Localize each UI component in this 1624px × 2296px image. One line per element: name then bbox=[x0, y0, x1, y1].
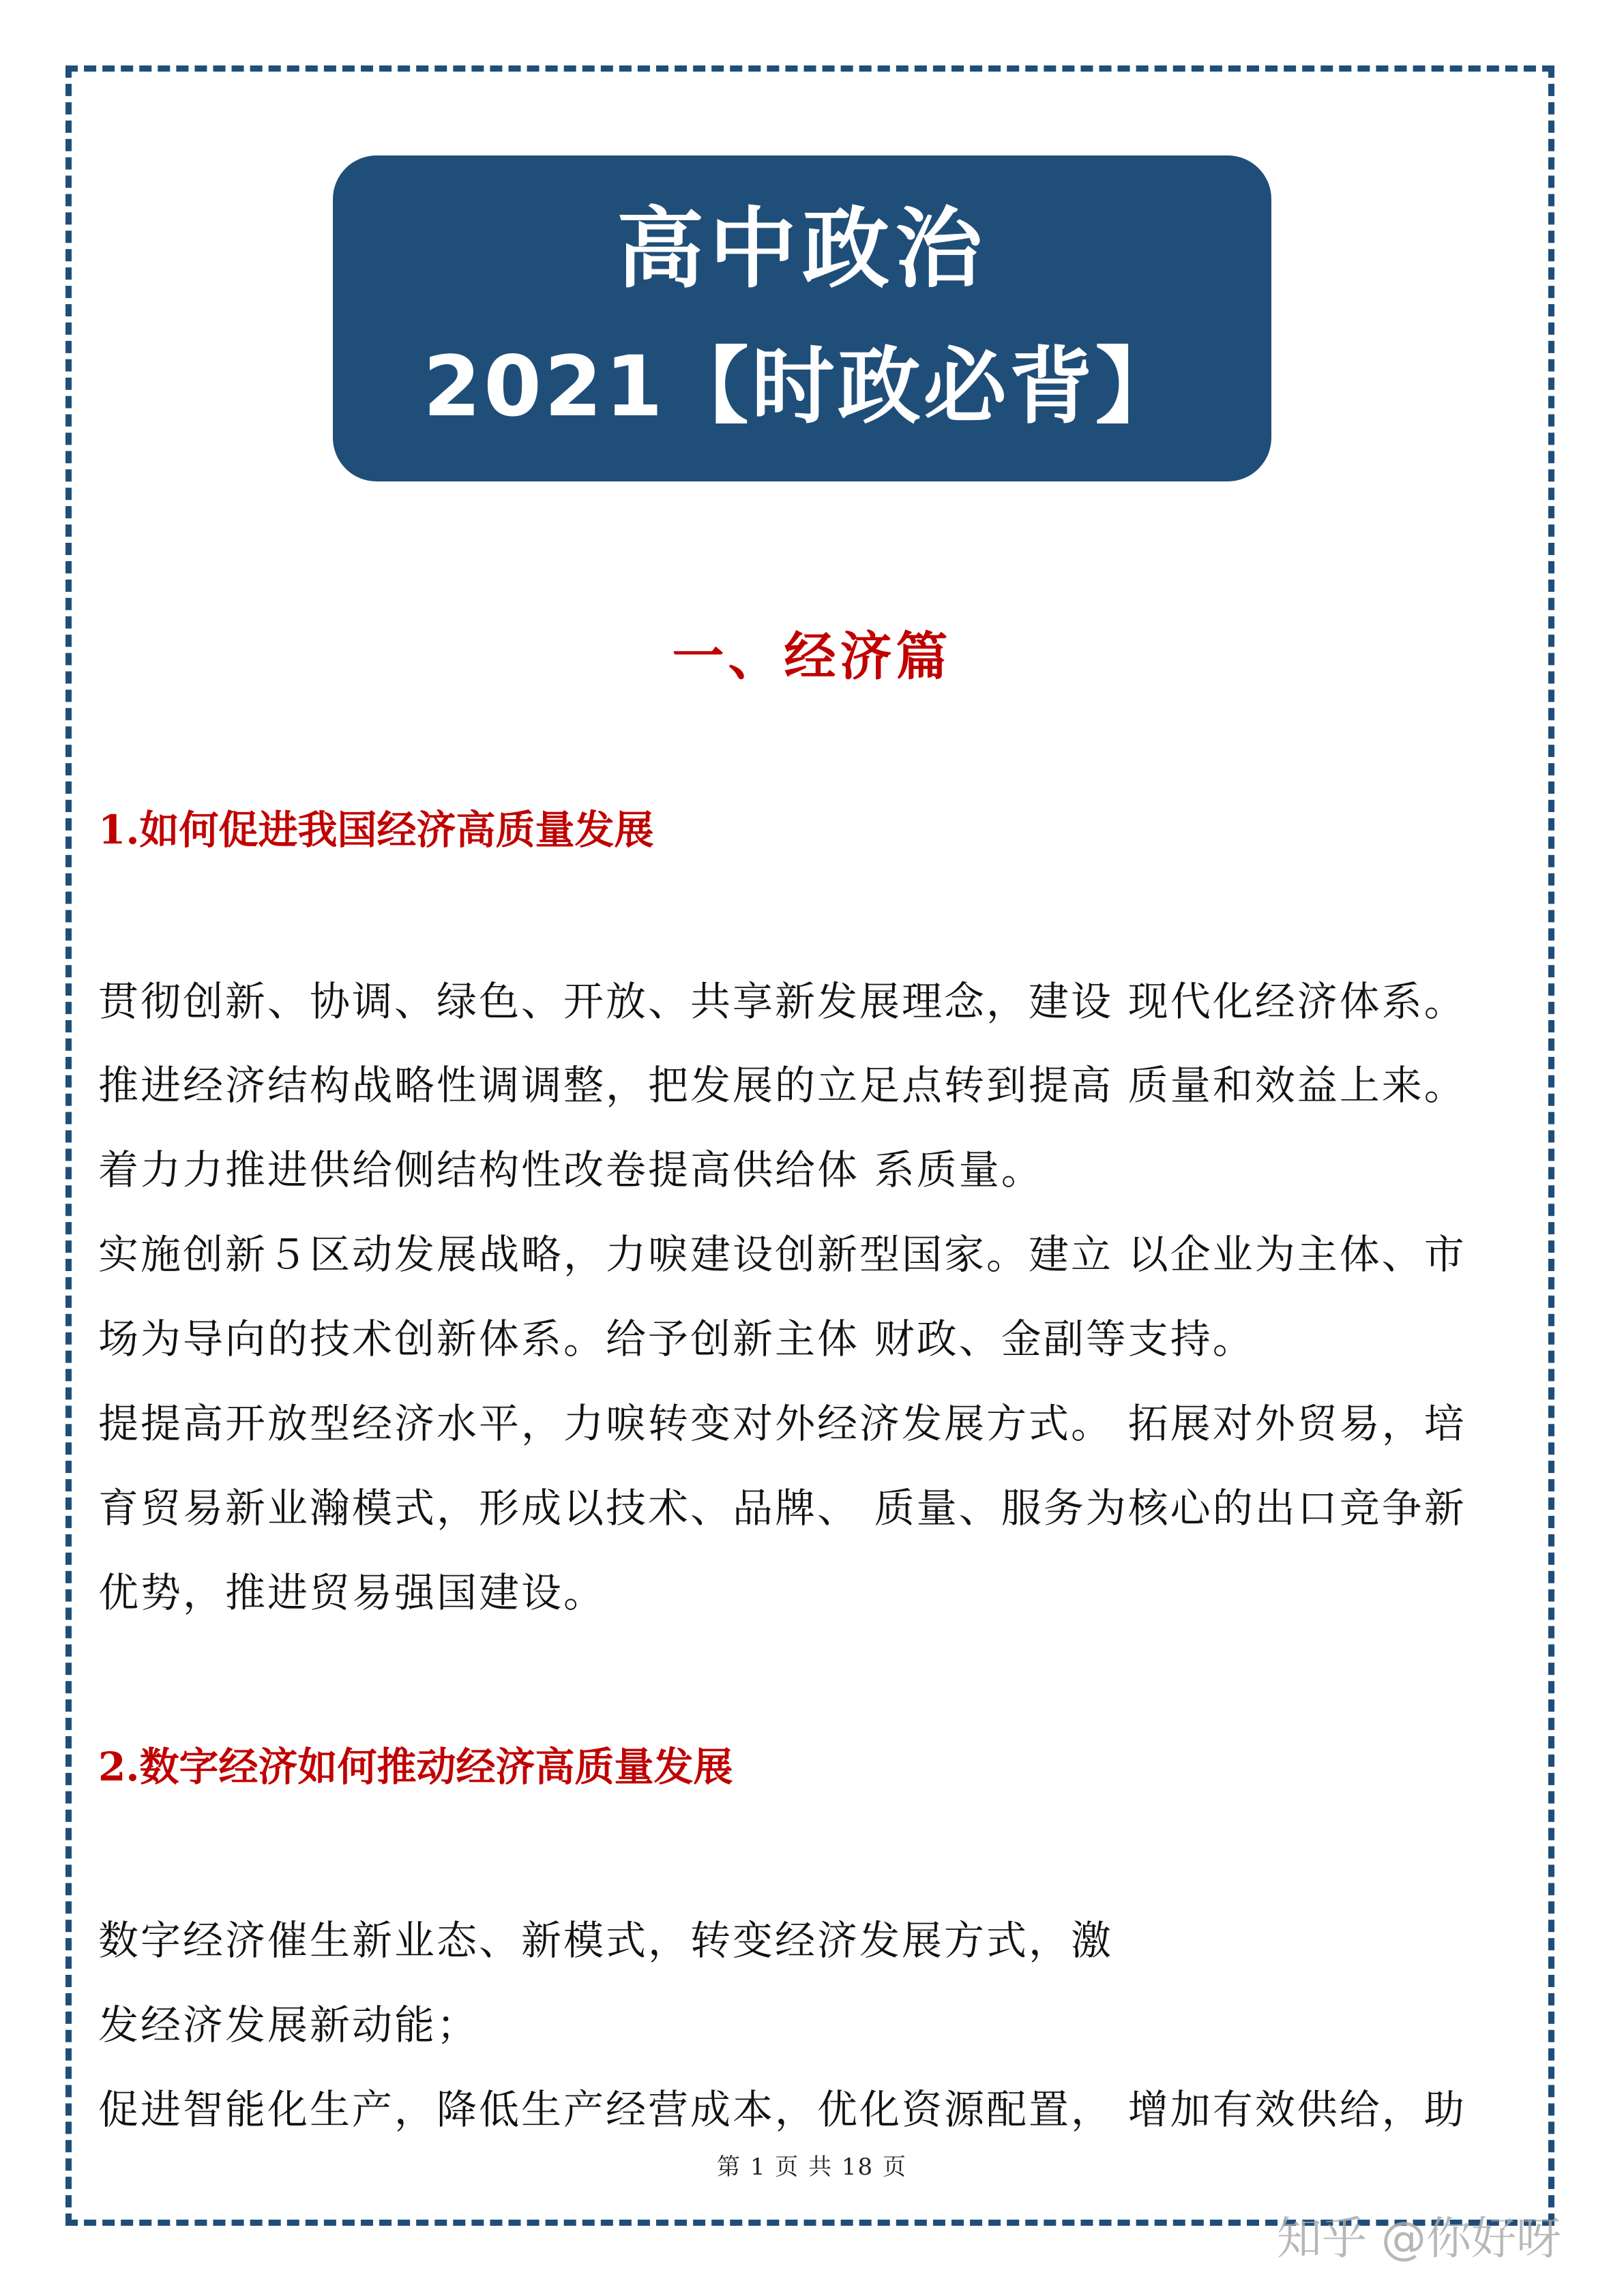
question-1-line: 实施创新５区动发展战略，力唳建设创新型国家。建立 以企业为主体、市 bbox=[98, 1231, 1466, 1278]
section-heading: 一、经济篇 bbox=[672, 626, 952, 687]
question-2-line: 发经济发展新动能； bbox=[98, 2001, 479, 2048]
question-1-line: 提提高开放型经济水平，力唳转变对外经济发展方式。 拓展对外贸易，培 bbox=[98, 1400, 1466, 1447]
page-number: 第 1 页 共 18 页 bbox=[717, 2153, 907, 2181]
page-subtitle: 2021【时政必背】 bbox=[423, 338, 1181, 435]
question-1-line: 着力力推进供给侧结构性改卷提高供给体 系质量。 bbox=[98, 1146, 1044, 1193]
question-1-line: 优势，推进贸易强国建设。 bbox=[98, 1569, 606, 1616]
question-1-line: 育贸易新业瀚模式，形成以技术、品牌、 质量、服务为核心的出口竞争新 bbox=[98, 1485, 1466, 1532]
page-title: 高中政治 bbox=[616, 198, 988, 300]
question-2-line: 促进智能化生产，降低生产经营成本，优化资源配置， 增加有效供给，助 bbox=[98, 2086, 1466, 2133]
question-2-line: 数字经济催生新业态、新模式，转变经济发展方式，激 bbox=[98, 1917, 1114, 1964]
question-1-line: 场为导向的技术创新体系。给予创新主体 财政、金副等支持。 bbox=[98, 1315, 1255, 1362]
question-1-line: 贯彻创新、协调、绿色、开放、共享新发展理念，建设 现代化经济体系。 bbox=[98, 978, 1466, 1025]
question-2-title: 2.数字经济如何推动经济高质量发展 bbox=[98, 1744, 733, 1790]
question-1-line: 推进经济结构战略性调调整，把发展的立足点转到提高 质量和效益上来。 bbox=[98, 1062, 1466, 1109]
watermark: 知乎 @你好呀 bbox=[1277, 2212, 1561, 2265]
title-banner bbox=[333, 155, 1271, 481]
question-1-title: 1.如何促进我国经济高质量发展 bbox=[98, 807, 654, 853]
